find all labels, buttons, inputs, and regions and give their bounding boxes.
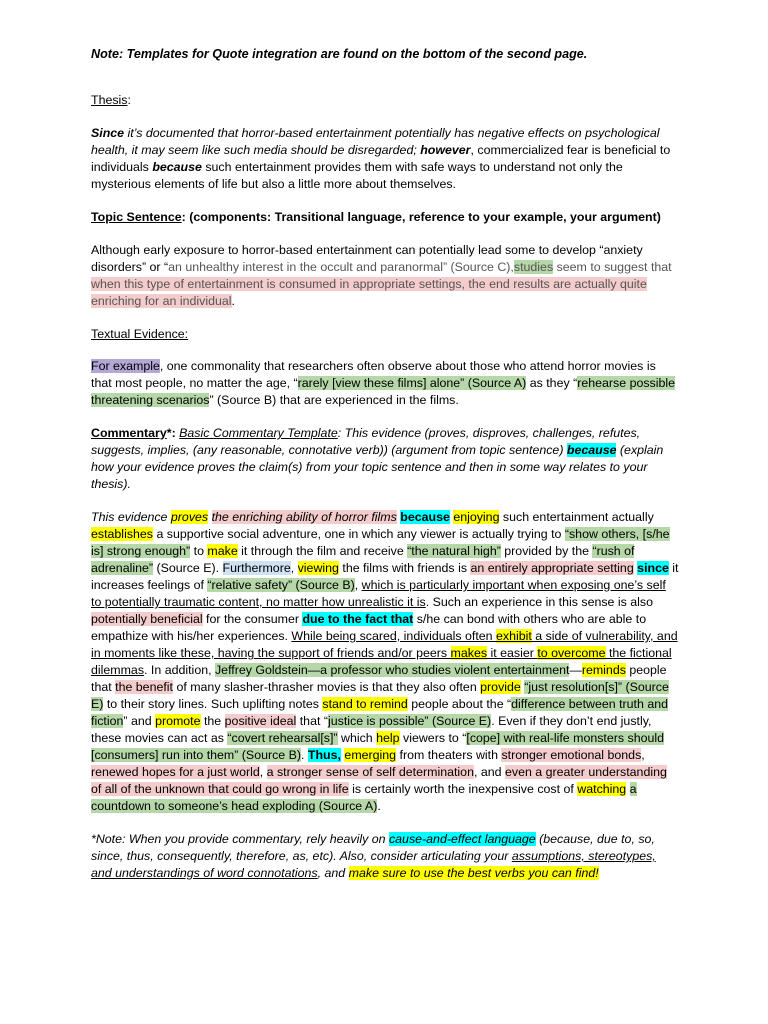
thesis-paragraph [91, 125, 679, 193]
topic-text-2: an unhealthy interest in the occult and paranormal” (Source C), [168, 260, 514, 274]
topic-claim: when this type of entertainment is consumed in appropriate settings, the end results are actually quite enriching for an individual [91, 277, 647, 308]
evidence-quote-2: rehearse possible threatening scenarios [91, 376, 676, 407]
c-text: the [200, 714, 225, 728]
topic-studies: studies [513, 260, 554, 274]
c-help: help [376, 731, 400, 745]
c-text: , [259, 765, 267, 779]
evidence-text-3: that are experienced in the films. [276, 393, 459, 407]
c-exhibit: exhibit [495, 629, 532, 643]
c-text: which [337, 731, 377, 745]
c-text: ” and [123, 714, 156, 728]
c-quote-4: “relative safety” (Source B) [207, 578, 355, 592]
c-establishes: establishes [91, 527, 153, 541]
thesis-because: because [152, 160, 202, 174]
c-text: . Even if they don’t end justly, these movies can act as [91, 714, 652, 745]
commentary-heading-star: *: [166, 426, 176, 440]
c-promote: promote [155, 714, 201, 728]
c-claim-1: the enriching ability of horror films [211, 510, 397, 524]
c-quote-6: “just resolution[s]” (Source E) [91, 680, 669, 711]
c-text: of many slasher-thrasher movies is that they also often [173, 680, 481, 694]
note-verbs: make sure to use the best verbs you can find! [348, 866, 599, 880]
c-claim-6: stronger emotional bonds [501, 748, 642, 762]
commentary-basic-template: Basic Commentary Template [179, 426, 338, 440]
evidence-text-2: as they “ [526, 376, 578, 390]
c-overcome: to overcome [537, 646, 606, 660]
c-reminds: reminds [581, 663, 626, 677]
c-text: such entertainment actually [499, 510, 654, 524]
topic-text-3: seem to suggest that [553, 260, 672, 274]
commentary-paragraph [91, 509, 679, 815]
c-furthermore: Furthermore [222, 561, 291, 575]
c-text: . [377, 799, 381, 813]
c-quote-5: Jeffrey Goldstein—a professor who studies violent entertainment [214, 663, 570, 677]
c-text: , [354, 578, 362, 592]
c-text: . Such an experience in this sense is also [425, 595, 654, 609]
c-proves: proves [170, 510, 209, 524]
c-text: people that [91, 663, 667, 694]
note-cause-effect: cause-and-effect language [388, 832, 536, 846]
c-claim-8: a stronger sense of self determination [266, 765, 474, 779]
c-text: — [569, 663, 582, 677]
c-text: s/he can bond with others who are able to empathize with his/her experiences. [91, 612, 647, 643]
c-underline-2: While being scared, individuals often [291, 629, 496, 643]
c-text: a supportive social adventure, one in which any viewer is actually trying to [153, 527, 565, 541]
c-viewing: viewing [297, 561, 339, 575]
c-quote-9: “covert rehearsal[s]” [227, 731, 338, 745]
thesis-text-2: , commercialized fear is beneficial to individuals [91, 143, 671, 174]
topic-components: : (components: Transitional language, reference to your example, your argument) [181, 210, 661, 224]
c-claim-2: an entirely appropriate setting [470, 561, 634, 575]
evidence-paragraph [91, 358, 679, 409]
thesis-since: Since [91, 126, 125, 140]
c-quote-3: “rush of adrenaline” [91, 544, 635, 575]
c-underline-3: a side of vulnerability, and in moments like these, having the support of friends and/or peers [91, 629, 678, 660]
thesis-heading: Thesis [91, 93, 128, 107]
c-makes: makes [450, 646, 488, 660]
c-make: make [207, 544, 238, 558]
c-text: people about the “ [407, 697, 512, 711]
c-text: , [641, 748, 645, 762]
c-text: is certainly worth the inexpensive cost of [348, 782, 578, 796]
evidence-text-1: , one commonality that researchers often observe about those who attend horror movies is that most people, no matter the age, “ [91, 359, 656, 390]
c-text: . In addition, [144, 663, 215, 677]
thesis-text-3: such entertainment provides them with safe ways to understand not only the mysterious elements of life but also a little more about themselves. [91, 160, 623, 191]
topic-text-1: Although early exposure to horror-based entertainment can potentially lead some to develop “anxiety disorders” or “ [91, 243, 643, 274]
c-claim-9: even a greater understanding of all of the unknown that could go wrong in life [91, 765, 667, 796]
c-text: for the consumer [202, 612, 303, 626]
c-quote-8: justice is possible” (Source E) [327, 714, 492, 728]
note-text-2: (because, due to, so, since, thus, consequently, therefore, as, etc). Also, consider articulating your [91, 832, 655, 863]
c-text: , and [473, 765, 505, 779]
top-note: Note: Templates for Quote integration are found on the bottom of the second page. [91, 47, 588, 61]
c-text: viewers to “ [399, 731, 467, 745]
topic-text-4: . [231, 294, 235, 308]
evidence-quote-2-source: ” (Source B) [209, 393, 277, 407]
c-thus: Thus, [307, 748, 341, 762]
c-text: that “ [296, 714, 328, 728]
c-text: the films with friends is [338, 561, 471, 575]
c-quote-11: a countdown to someone’s head exploding (Source A) [91, 782, 637, 813]
thesis-however: however [416, 143, 471, 157]
c-text: it through the film and receive [237, 544, 408, 558]
c-quote-10: [cope] with real-life monsters should [consumers] run into them” (Source B) [91, 731, 665, 762]
c-remind: stand to remind [322, 697, 408, 711]
c-because: because [400, 510, 450, 524]
c-underline-1: which is particularly important when exposing one’s self to potentially traumatic content, no matter how unrealistic it is [91, 578, 666, 609]
thesis-text-1: it’s documented that horror-based entertainment potentially has negative effects on psychological health, it may seem like such media should be disregarded; [91, 126, 660, 157]
evidence-quote-1: rarely [view these films] alone” (Source A) [297, 376, 527, 390]
topic-heading-line [91, 209, 661, 226]
evidence-for-example: For example [91, 359, 160, 373]
evidence-heading: Textual Evidence: [91, 327, 189, 341]
commentary-template-text-1: : This evidence (proves, disproves, challenges, refutes, suggests, implies, (any reasonable, connotative verb)) (argument from topic sentence) [91, 426, 641, 457]
note-text-1: *Note: When you provide commentary, rely heavily on [91, 832, 389, 846]
c-claim-5: positive ideal [224, 714, 297, 728]
c-underline-4: it easier [487, 646, 538, 660]
note-text-3: , and [317, 866, 349, 880]
evidence-heading-line [91, 326, 188, 343]
topic-paragraph [91, 242, 679, 310]
c-text: , [290, 561, 298, 575]
thesis-heading-colon: : [127, 93, 131, 107]
topic-heading: Topic Sentence [91, 210, 182, 224]
c-text: (Source E). [153, 561, 223, 575]
c-text: . [301, 748, 308, 762]
thesis-heading-line [91, 92, 131, 109]
c-claim-3: potentially beneficial [91, 612, 203, 626]
c-quote-7: difference between truth and fiction [91, 697, 668, 728]
c-emerging: emerging [344, 748, 397, 762]
c-text: to their story lines. Such uplifting notes [103, 697, 323, 711]
bottom-note [91, 831, 679, 882]
c-claim-7: renewed hopes for a just world [91, 765, 260, 779]
c-text: from theaters with [396, 748, 502, 762]
c-due-to: due to the fact that [302, 612, 414, 626]
commentary-template-because: because [566, 443, 617, 457]
c-text: it increases feelings of [91, 561, 679, 592]
c-quote-2: “the natural high” [407, 544, 501, 558]
commentary-template-text-2: (explain how your evidence proves the claim(s) from your topic sentence and then in some way relates to your thesis). [91, 443, 664, 491]
commentary-heading: Commentary [91, 426, 167, 440]
c-text: This evidence [91, 510, 171, 524]
c-underline-5: the fictional dilemmas [91, 646, 672, 677]
c-watching: watching [577, 782, 627, 796]
c-quote-1: “show others, [s/he is] strong enough” [91, 527, 670, 558]
c-since: since [637, 561, 669, 575]
c-provide: provide [480, 680, 521, 694]
note-assumptions: assumptions, stereotypes, and understandings of word connotations [91, 849, 656, 880]
c-claim-4: the benefit [115, 680, 173, 694]
c-enjoying: enjoying [453, 510, 500, 524]
c-text: provided by the [500, 544, 593, 558]
c-text: to [190, 544, 208, 558]
commentary-template [91, 425, 679, 493]
